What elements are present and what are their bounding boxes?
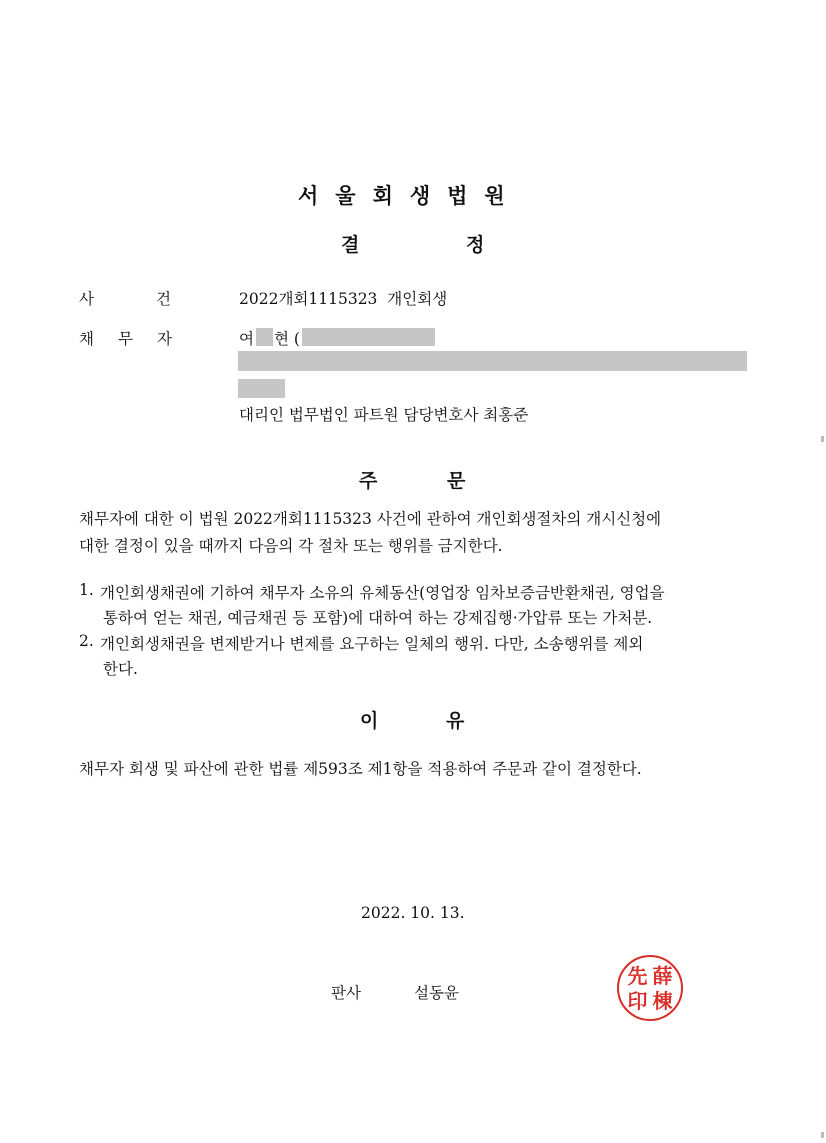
- ruling-intro-line1: 채무자에 대한 이 법원 2022개회1115323 사건에 관하여 개인회생절차의 개시신청에: [79, 510, 662, 528]
- debtor-label-2: 무: [118, 330, 133, 348]
- seal-char-2: 薛: [652, 963, 673, 988]
- redaction-name: [256, 328, 273, 346]
- ruling-item-2-number: 2.: [79, 632, 94, 650]
- case-label-right: 건: [156, 290, 171, 308]
- ruling-item-2-line1: 개인회생채권을 변제받거나 변제를 요구하는 일체의 행위. 다만, 소송행위를 제외: [100, 635, 644, 653]
- doc-type-left: 결: [341, 234, 360, 256]
- ruling-heading-right: 문: [447, 470, 466, 492]
- debtor-representative: 대리인 법무법인 파트원 담당변호사 최홍준: [239, 406, 529, 424]
- redaction-address-line1: [238, 351, 747, 371]
- debtor-name-last: 현 (: [274, 330, 300, 348]
- seal-char-1: 先: [627, 963, 648, 988]
- scan-edge-mark: [821, 1132, 824, 1138]
- court-name: 서울회생법원: [298, 184, 522, 208]
- redaction-resident-number: [302, 328, 435, 346]
- ruling-item-1-line1: 개인회생채권에 기하여 채무자 소유의 유체동산(영업장 임차보증금반환채권, 영업을: [100, 584, 665, 602]
- reason-heading-right: 유: [446, 710, 465, 732]
- ruling-item-2-line2: 한다.: [103, 660, 138, 678]
- judge-name: 설동윤: [414, 984, 459, 1002]
- debtor-label-1: 채: [79, 330, 94, 348]
- debtor-label-3: 자: [157, 330, 172, 348]
- ruling-item-1-number: 1.: [79, 581, 94, 599]
- ruling-item-1-line2: 통하여 얻는 채권, 예금채권 등 포함)에 대하여 하는 강제집행·가압류 또는 가처분.: [103, 609, 653, 627]
- ruling-heading-left: 주: [359, 470, 378, 492]
- seal-char-4: 棟: [652, 988, 673, 1013]
- scan-edge-mark: [821, 436, 824, 442]
- judge-seal: [617, 955, 683, 1021]
- reason-heading-left: 이: [360, 710, 379, 732]
- redaction-address-line2: [238, 379, 285, 398]
- reason-text: 채무자 회생 및 파산에 관한 법률 제593조 제1항을 적용하여 주문과 같이 결정한다.: [79, 760, 642, 778]
- decision-date: 2022. 10. 13.: [361, 904, 465, 922]
- case-label-left: 사: [79, 290, 94, 308]
- ruling-intro-line2: 대한 결정이 있을 때까지 다음의 각 절차 또는 행위를 금지한다.: [79, 537, 503, 555]
- doc-type-right: 정: [466, 234, 485, 256]
- debtor-name-first: 여: [239, 330, 254, 348]
- case-value: 2022개회1115323 개인회생: [239, 290, 448, 308]
- seal-char-3: 印: [627, 988, 648, 1013]
- judge-title: 판사: [331, 984, 361, 1002]
